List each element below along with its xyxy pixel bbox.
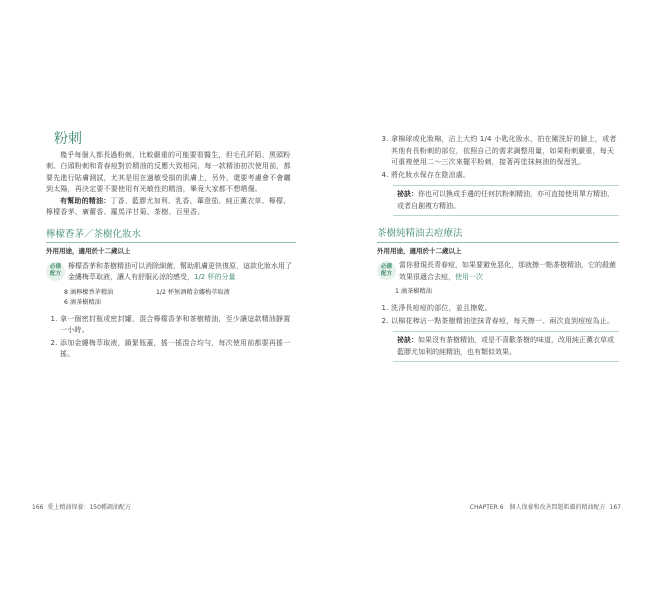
tip-box [393,185,619,216]
recipe-desc-text: 當你發現長青春痘，如果要避免惡化，那就擦一點茶樹精油，它的殺菌效果很適合去痘， [399,261,616,281]
page-number-left: 166 [32,504,44,511]
tip-label: 祕訣： [397,190,418,198]
recipe-heading: 檸檬香茅／茶樹化妝水 [46,229,296,244]
section-title: 粉刺 [54,131,82,147]
essential-recipe-badge: 必備 配方 [46,262,65,281]
step-item: 1. 洗淨長痘痘的部位，並且擦乾。 [391,303,619,315]
helpful-oils-paragraph [46,196,296,219]
intro-paragraph: 幾乎每個人都長過粉刺，比較嚴重的可能要看醫生，但毛孔阡陌、黑頭粉刺、白頭粉刺和青春痘對於精油的反應大致相同，每一款精油初次使用前，都要先進行貼膚測試，尤其是用在過敏受損的肌膚上，另外，還要考慮會不會曬到太陽，再決定要不要使用有光敏性的精油，畢竟大家都不想晒傷。 [46,150,291,193]
recipe-desc-text: 檸檬香茅和茶樹精油可以消除細菌，幫助肌膚更快復原，這款化妝水用了金縷梅萃取液，讓人有舒服沁涼的感受， [68,261,292,281]
ingredient-list [395,287,619,297]
tip-text: 如果沒有茶樹精油，或是不喜歡茶樹的味道，改用純正薰衣草或藍膠尤加利的純精油，也有類似效果。 [397,336,614,356]
step-item: 3. 拿棉球或化妝棉，沾上大約 1/4 小匙化妝水，拍在剛洗好的臉上，或者其他有長粉刺的部位，依照自己的需求調整用量，如果粉刺嚴重，每天可重複使用二～三次來擺平粉刺，接著再塗抹無油的保溼乳。 [391,134,619,169]
steps-list-continued [377,134,619,181]
left-page [46,131,296,362]
book-title-footer: 愛上精油保養：150種調油配方 [47,504,131,511]
ingredient-row: 6 滴茶樹精油 [64,298,101,306]
footer-right [470,502,625,511]
helpful-oils-list: 丁香、藍膠尤加利、乳香、蓽澄茄、純正薰衣草、檸檬、檸檬香茅、廣藿香、羅馬洋甘菊、茶樹、百里香。 [46,196,291,216]
tip-text: 你也可以換成手邊的任何抗粉刺精油，亦可直接使用單方精油，或者自創複方精油。 [397,190,614,210]
recipe-usage: 外用用途，適用於十二歲以上 [377,246,462,255]
recipe-usage: 外用用途，適用於十二歲以上 [46,247,131,255]
recipe-heading: 茶樹純精油去痘療法 [377,228,619,243]
tip-box [393,331,619,362]
recipe-description [377,260,619,283]
recipe-description [46,261,296,284]
ingredient-list [64,288,296,308]
recipe-amount: 1/2 杯的分量 [194,273,236,281]
step-item: 1. 拿一個密封瓶或密封罐，混合檸檬香茅和茶樹精油，至少讓這款精油靜置一小時。 [60,314,296,337]
essential-recipe-badge: 必備 配方 [377,261,396,280]
helpful-oils-label: 有幫助的精油： [60,196,111,205]
step-item: 2. 以棉花棒沾一點茶樹精油塗抹青春痘，每天擦一、兩次直到痘痘為止。 [391,316,619,328]
steps-list [46,314,296,361]
ingredient-row: 8 滴檸檬香茅精油 1/2 杯無酒精金縷梅萃取液 [64,288,230,296]
step-item: 4. 將化妝水保存在陰涼處。 [391,170,619,182]
step-item: 2. 添加金縷梅萃取液，鎖緊瓶蓋，搖一搖混合均勻，每次使用前都要再搖一搖。 [60,338,296,361]
right-page [377,134,619,362]
recipe-amount: 使用一次 [455,272,483,281]
chapter-footer: CHAPTER 6 個人保養和改善問題肌膚的精油配方 [469,504,606,511]
ingredient-row: 1 滴茶樹精油 [395,288,432,295]
steps-list [377,303,619,327]
footer-left [28,502,131,511]
page-number-right: 167 [609,504,621,511]
tip-label: 祕訣： [397,336,418,344]
